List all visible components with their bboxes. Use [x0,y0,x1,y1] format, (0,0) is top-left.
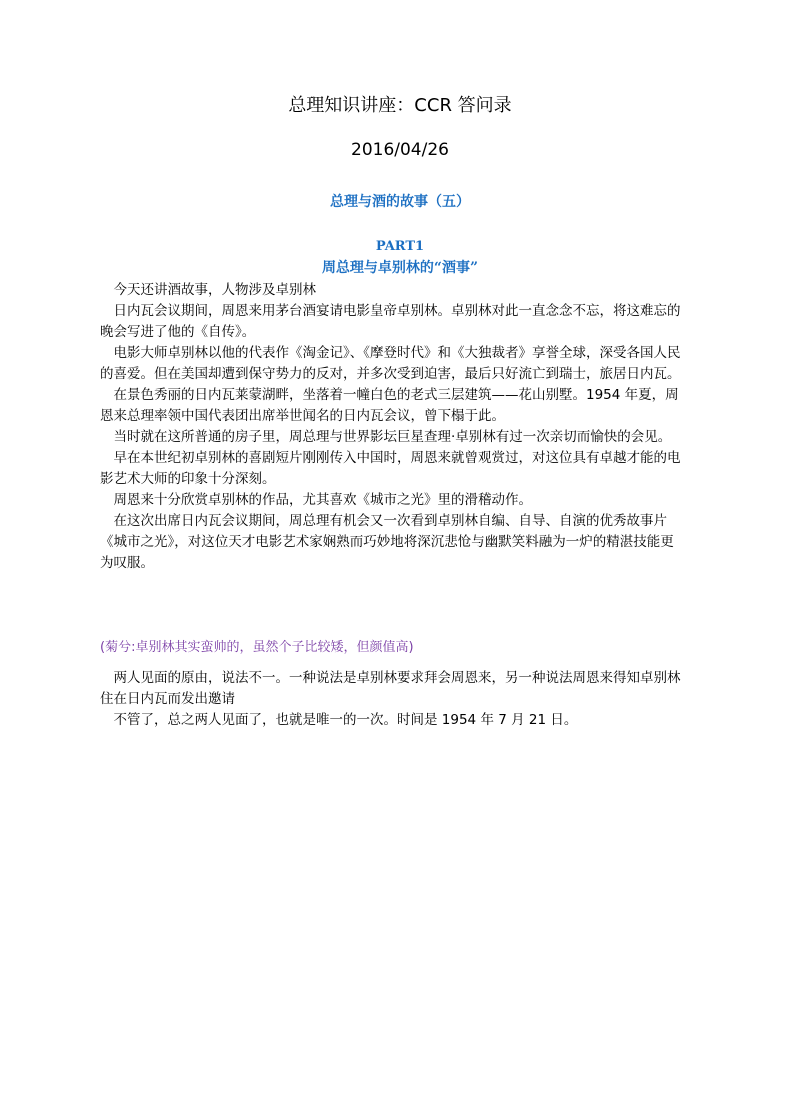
document-title: 总理知识讲座：CCR 答问录 [288,95,512,116]
paragraph: 早在本世纪初卓别林的喜剧短片刚刚传入中国时，周恩来就曾观赏过，对这位具有卓越才能的电影艺术大师的印象十分深刻。 [100,450,681,487]
paragraph: 周恩来十分欣赏卓别林的作品，尤其喜欢《城市之光》里的滑稽动作。 [113,492,532,508]
article-body [100,280,686,574]
section-title: 总理与酒的故事（五） [330,194,470,210]
paragraph: 两人见面的原由，说法不一。一种说法是卓别林要求拜会周恩来，另一种说法周恩来得知卓别林住在日内瓦而发出邀请 [100,670,681,707]
part-title: 周总理与卓别林的“酒事” [321,260,479,276]
part-label: PART1 [375,239,425,254]
paragraph: 当时就在这所普通的房子里，周总理与世界影坛巨星查理·卓别林有过一次亲切而愉快的会见。 [113,429,672,445]
paragraph: 在这次出席日内瓦会议期间，周总理有机会又一次看到卓别林自编、自导、自演的优秀故事片《城市之光》，对这位天才电影艺术家娴熟而巧妙地将深沉悲怆与幽默笑料融为一炉的精湛技能更为叹服。 [100,513,674,571]
paragraph: 不管了，总之两人见面了，也就是唯一的一次。时间是 1954 年 7 月 21 日。 [113,712,578,728]
paragraph: 电影大师卓别林以他的代表作《淘金记》、《摩登时代》和《大独裁者》享誉全球，深受各国人民的喜爱。但在美国却遭到保守势力的反对，并多次受到迫害，最后只好流亡到瑞士，旅居日内瓦。 [100,345,681,382]
paragraph: 今天还讲酒故事，人物涉及卓别林 [113,282,316,298]
paragraph: 在景色秀丽的日内瓦莱蒙湖畔，坐落着一幢白色的老式三层建筑——花山别墅。1954 年夏，周恩来总理率领中国代表团出席举世闻名的日内瓦会议，曾下榻于此。 [100,387,679,424]
editor-note: (菊兮:卓别林其实蛮帅的，虽然个子比较矮，但颜值高) [100,640,414,655]
paragraph: 日内瓦会议期间，周恩来用茅台酒宴请电影皇帝卓别林。卓别林对此一直念念不忘，将这难忘的晚会写进了他的《自传》。 [100,303,681,340]
document-date: 2016/04/26 [351,140,449,160]
article-body-continued [100,668,686,731]
